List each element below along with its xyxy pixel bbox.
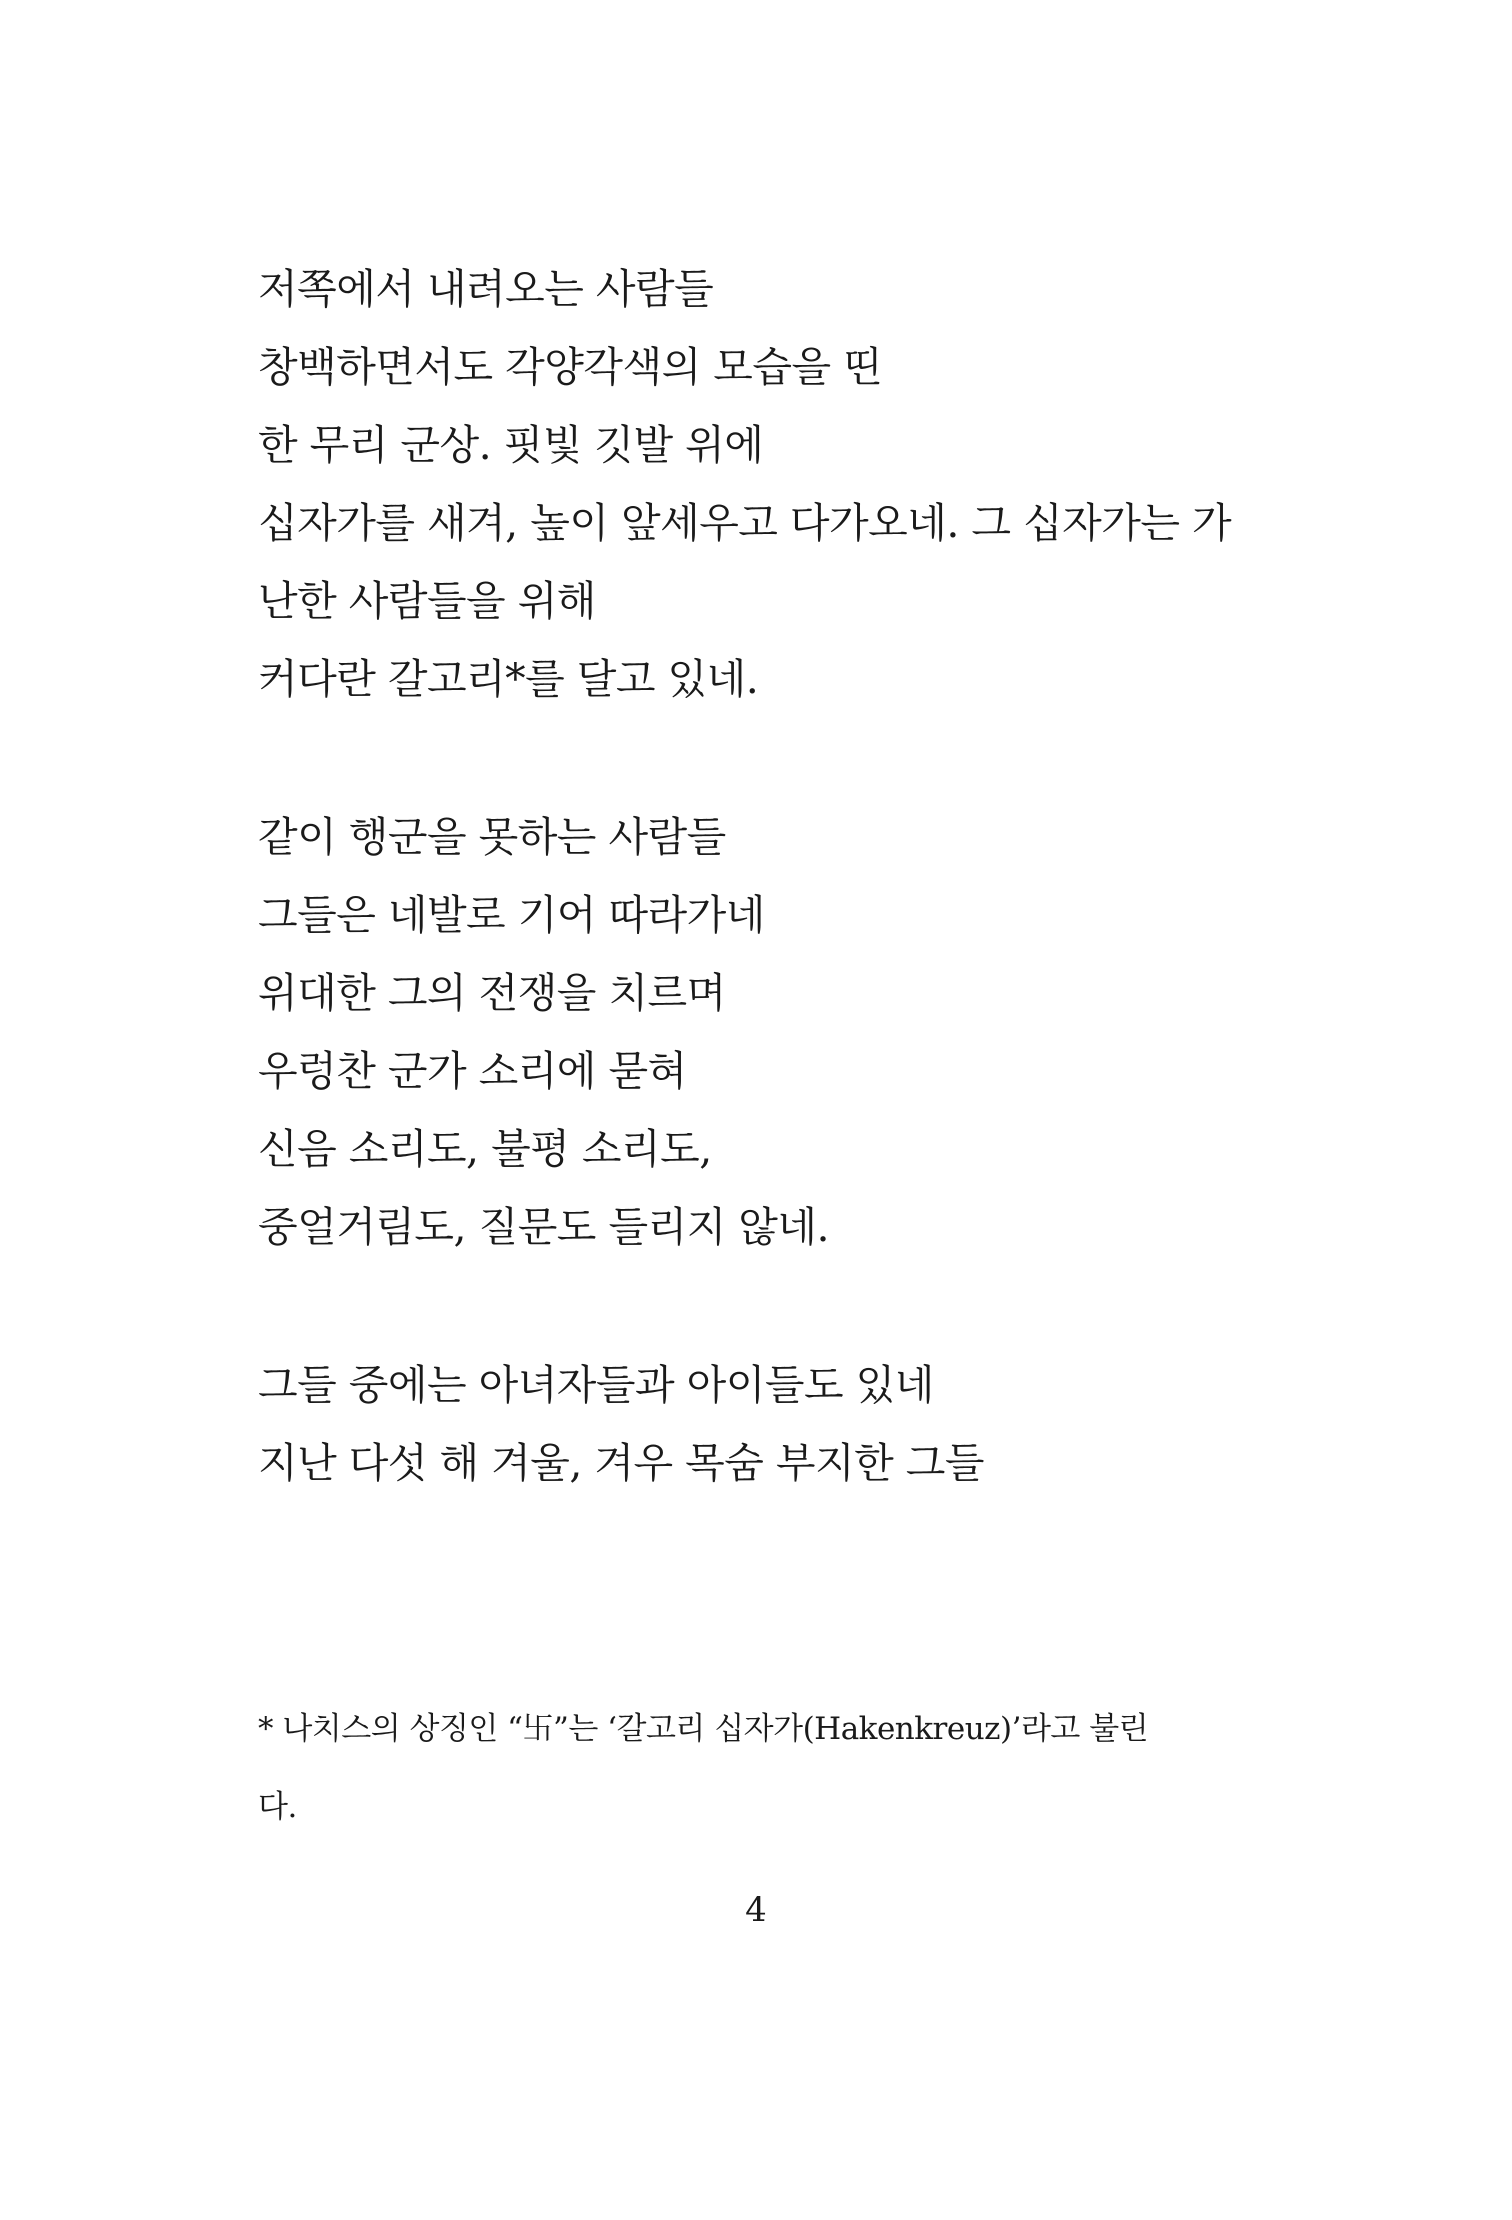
page-number: 4 <box>745 1890 767 1930</box>
footnote <box>258 1690 1258 1846</box>
poem-line: 한 무리 군상. 핏빛 깃발 위에 <box>258 421 764 469</box>
footnote-line: * 나치스의 상징인 “卐”는 ‘갈고리 십자가(Hakenkreuz)’라고 불린 <box>258 1711 1149 1747</box>
poem-line: 저쪽에서 내려오는 사람들 <box>258 265 714 313</box>
poem-line: 신음 소리도, 불평 소리도, <box>258 1125 712 1173</box>
poem-line: 창백하면서도 각양각색의 모습을 띤 <box>258 343 883 391</box>
poem-line: 지난 다섯 해 겨울, 겨우 목숨 부지한 그들 <box>258 1439 984 1487</box>
poem-line: 그들 중에는 아녀자들과 아이들도 있네 <box>258 1361 934 1409</box>
poem-body <box>258 250 1258 1582</box>
poem-line: 같이 행군을 못하는 사람들 <box>258 813 726 861</box>
stanza-3 <box>258 1346 1258 1502</box>
poem-line: 그들은 네발로 기어 따라가네 <box>258 891 765 939</box>
stanza-1 <box>258 250 1258 718</box>
poem-line: 위대한 그의 전쟁을 치르며 <box>258 969 726 1017</box>
poem-line: 십자가를 새겨, 높이 앞세우고 다가오네. 그 십자가는 가 <box>258 499 1232 547</box>
poem-line: 커다란 갈고리*를 달고 있네. <box>258 655 759 703</box>
stanza-2 <box>258 798 1258 1266</box>
poem-line: 난한 사람들을 위해 <box>258 577 596 625</box>
poem-line: 우렁찬 군가 소리에 묻혀 <box>258 1047 687 1095</box>
footnote-line: 다. <box>258 1789 297 1825</box>
poem-line: 중얼거림도, 질문도 들리지 않네. <box>258 1203 830 1251</box>
